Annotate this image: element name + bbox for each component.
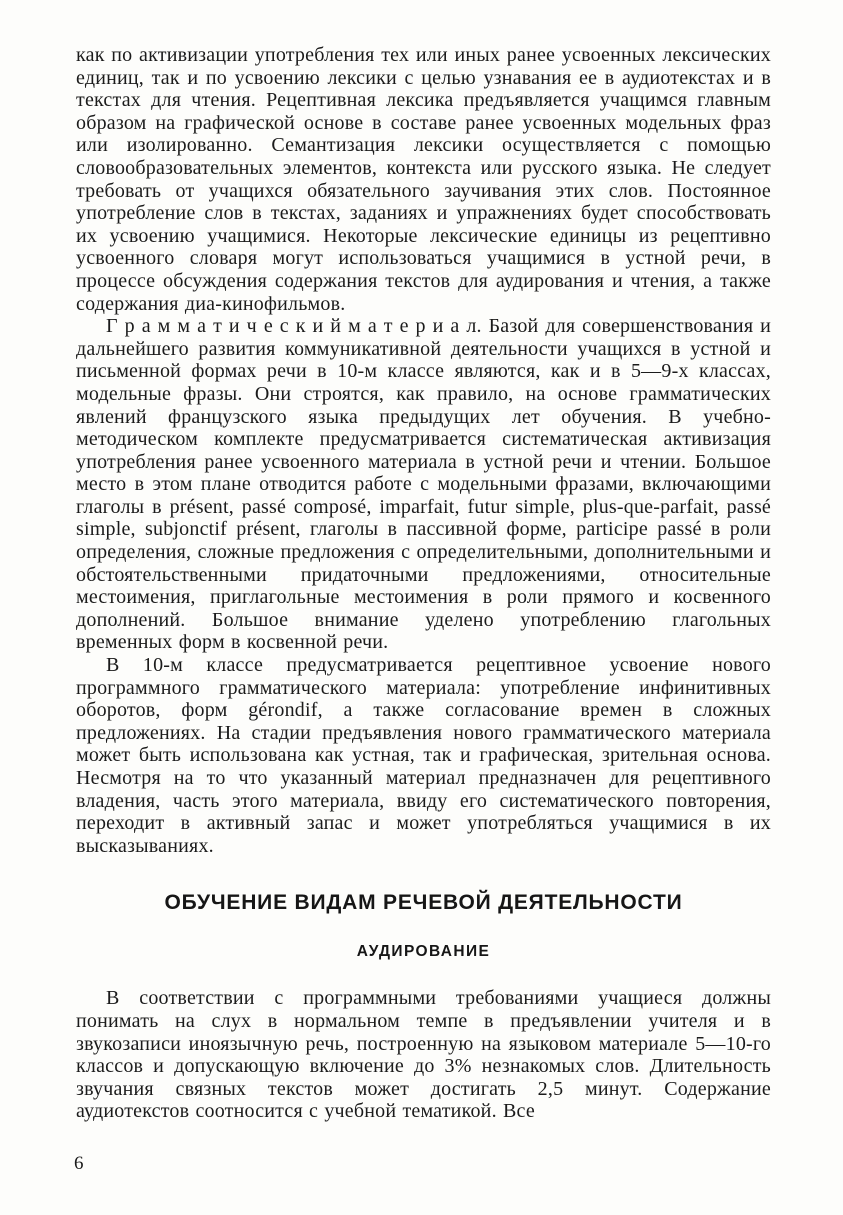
subsection-heading: АУДИРОВАНИЕ (356, 943, 491, 961)
paragraph-grade-10-grammar: В 10-м классе предусматривается рецептивное усвоение нового программного грамматического материала: употребление инфинитивных оборотов, форм gérondif, а также согласование времен в сложных предложениях. На стадии предъявления нового грамматического материала может быть использована как устная, так и графическая, зрительная основа. Несмотря на то что указанный материал предназначен для рецептивного владения, часть этого материала, ввиду его систематического повторения, переходит в активный запас и может употребляться учащимися в их высказываниях. (76, 654, 771, 857)
paragraph-grammar-material: Г р а м м а т и ч е с к и й м а т е р и а л. Базой для совершенствования и дальнейшего развития коммуникативной деятельности учащихся в устной и письменной формах речи в 10-м классе являются, как и в 5—9-х классах, модельные фразы. Они строятся, как правило, на основе грамматических явлений французского языка предыдущих лет обучения. В учебно-методическом комплекте предусматривается систематическая активизация употребления ранее усвоенного материала в устной речи и чтении. Большое место в этом плане отводится работе с модельными фразами, включающими глаголы в présent, passé composé, imparfait, futur simple, plus-que-parfait, passé simple, subjonctif présent, глаголы в пассивной форме, participe passé в роли определения, сложные предложения с определительными, дополнительными и обстоятельственными придаточными предложениями, относительные местоимения, приглагольные местоимения в роли прямого и косвенного дополнений. Большое внимание уделено употреблению глагольных временных форм в косвенной речи. (76, 315, 771, 654)
page-number: 6 (74, 1153, 84, 1174)
section-heading: ОБУЧЕНИЕ ВИДАМ РЕЧЕВОЙ ДЕЯТЕЛЬНОСТИ (164, 891, 683, 915)
paragraph-audition-requirements: В соответствии с программными требованиями учащиеся должны понимать на слух в нормальном темпе в предъявлении учителя и в звукозаписи иноязычную речь, построенную на языковом материале 5—10-го классов и допускающую включение до 3% незнакомых слов. Длительность звучания связных текстов может достигать 2,5 минут. Содержание аудиотекстов соотносится с учебной тематикой. Все (76, 987, 771, 1123)
paragraph-lexical-units: как по активизации употребления тех или иных ранее усвоенных лексических единиц, так и по усвоению лексики с целью узнавания ее в аудиотекстах и в текстах для чтения. Рецептивная лексика предъявляется учащимся главным образом на графической основе в составе ранее усвоенных модельных фраз или изолированно. Семантизация лексики осуществляется с помощью словообразовательных элементов, контекста или русского языка. Не следует требовать от учащихся обязательного заучивания этих слов. Постоянное употребление слов в текстах, заданиях и упражнениях будет способствовать их усвоению учащимися. Некоторые лексические единицы из рецептивно усвоенного словаря могут использоваться учащимися в устной речи, в процессе обсуждения содержания текстов для аудирования и чтения, а также содержания диа-кинофильмов. (76, 44, 771, 315)
